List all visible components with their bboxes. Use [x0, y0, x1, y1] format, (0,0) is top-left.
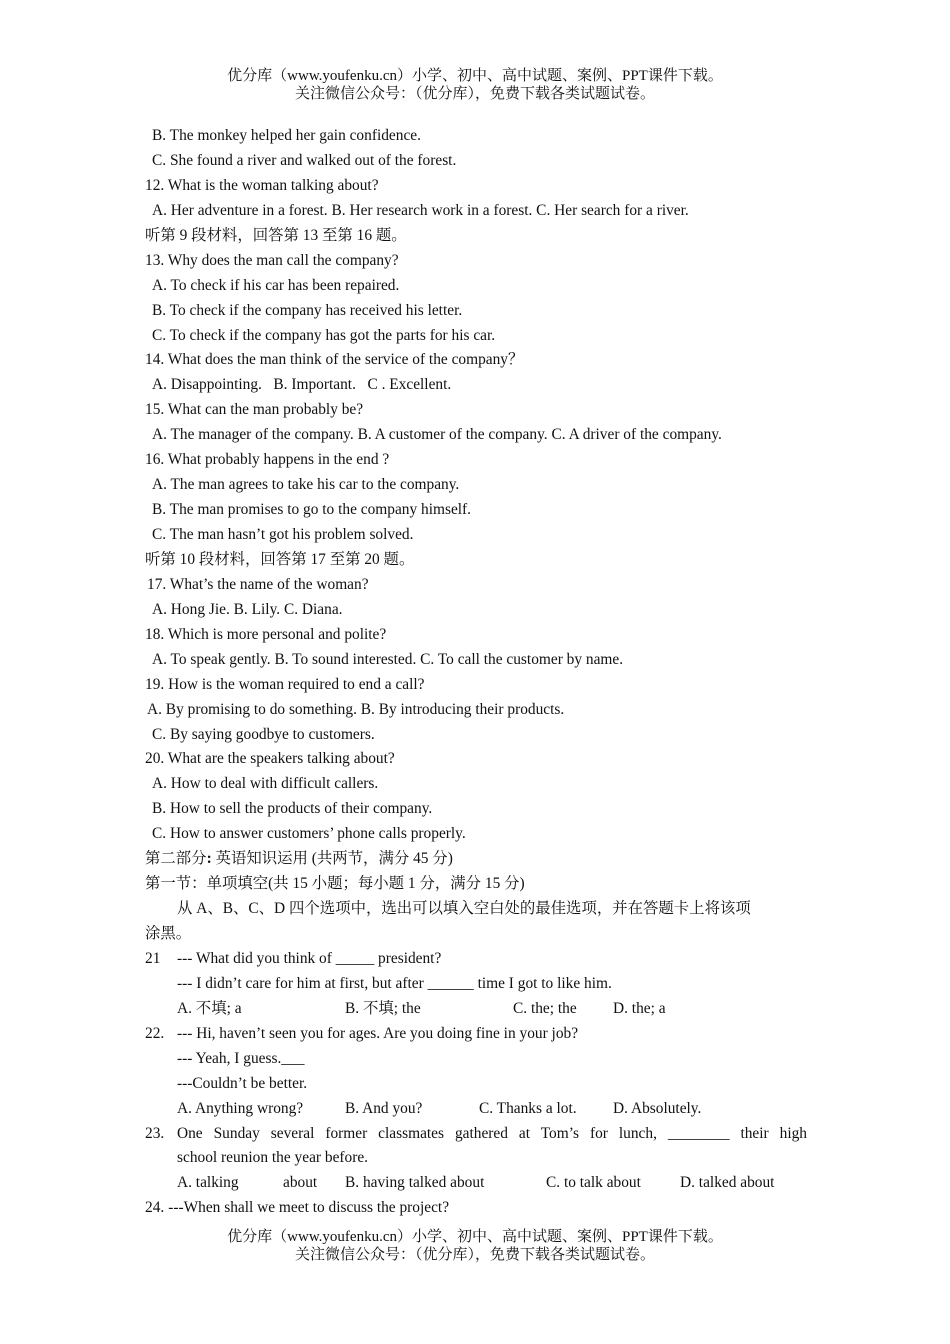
question-24	[145, 1196, 807, 1221]
question-19: 19. How is the woman required to end a call?	[145, 675, 425, 693]
option-line: C. The man hasn’t got his problem solved.	[152, 526, 414, 543]
part-two-label: 第二部分	[145, 850, 207, 868]
header-line-2: 关注微信公众号：（优分库），免费下载各类试题试卷。	[294, 86, 655, 102]
question-20: 20. What are the speakers talking about?	[145, 750, 395, 768]
question-14: 14. What does the man think of the service of the company？	[145, 351, 524, 369]
option-line: A. To check if his car has been repaired.	[152, 276, 400, 294]
option-a-part1: A. talking	[177, 1174, 239, 1192]
question-23	[145, 1122, 807, 1147]
option-a: A. 不填; a	[177, 999, 242, 1017]
option-c: C. Thanks a lot.	[479, 1099, 577, 1117]
options-row	[145, 1171, 807, 1196]
directions: 从 A、B、C、D 四个选项中，选出可以填入空白处的最佳选项，并在答题卡上将该项	[177, 900, 751, 918]
option-line: A. By promising to do something. B. By introducing their products.	[147, 700, 565, 718]
option-a: A. Anything wrong?	[177, 1099, 304, 1117]
header-line-1: 优分库（www.youfenku.cn）小学、初中、高中试题、案例、PPT课件下载。	[227, 68, 723, 84]
option-line: B. To check if the company has received his letter.	[152, 301, 463, 319]
option-line: B. How to sell the products of their company.	[152, 800, 433, 818]
page-footer	[0, 1228, 950, 1264]
part-two-heading	[145, 847, 807, 872]
footer-line-2: 关注微信公众号：（优分库），免费下载各类试题试卷。	[294, 1247, 655, 1263]
option-line: A. The man agrees to take his car to the company.	[152, 476, 460, 494]
question-15: 15. What can the man probably be?	[145, 401, 364, 419]
option-line: B. The man promises to go to the company himself.	[152, 501, 472, 519]
question-13: 13. Why does the man call the company?	[145, 251, 399, 269]
option-c: C. the; the	[513, 999, 577, 1017]
option-line: C. By saying goodbye to customers.	[152, 725, 375, 743]
question-stem: ---When shall we meet to discuss the project?	[168, 1199, 450, 1217]
question-stem-line: --- I didn’t care for him at first, but after ______ time I got to like him.	[177, 974, 612, 992]
option-line: B. The monkey helped her gain confidence.	[152, 127, 421, 144]
question-21	[145, 947, 807, 972]
directions-cont: 涂黑。	[145, 925, 192, 942]
question-stem: --- Hi, haven’t seen you for ages. Are you doing fine in your job?	[177, 1024, 579, 1042]
part-two-title: 英语知识运用 (共两节，满分 45 分)	[215, 850, 453, 868]
option-line: C. To check if the company has got the parts for his car.	[152, 326, 496, 344]
option-d: D. Absolutely.	[613, 1099, 702, 1117]
section-one-heading: 第一节：单项填空(共 15 小题；每小题 1 分，满分 15 分)	[145, 875, 525, 893]
question-17: 17. What’s the name of the woman?	[147, 575, 369, 593]
section-instruction: 听第 9 段材料，回答第 13 至第 16 题。	[145, 226, 407, 244]
option-b: B. having talked about	[345, 1174, 485, 1192]
document-body	[145, 124, 807, 1221]
options-row	[145, 1097, 807, 1122]
option-line: A. Disappointing. B. Important. C . Excellent.	[152, 376, 452, 394]
dialogue-line: ---Couldn’t be better.	[177, 1074, 308, 1092]
question-22	[145, 1022, 807, 1047]
option-line: A. To speak gently. B. To sound interested. C. To call the customer by name.	[152, 650, 624, 668]
question-18: 18. Which is more personal and polite?	[145, 625, 387, 643]
section-instruction: 听第 10 段材料，回答第 17 至第 20 题。	[145, 550, 415, 568]
option-b: B. And you?	[345, 1099, 423, 1117]
option-line: A. Her adventure in a forest. B. Her research work in a forest. C. Her search for a river.	[152, 201, 689, 219]
question-16: 16. What probably happens in the end ?	[145, 451, 390, 469]
question-number: 21	[145, 949, 161, 967]
option-line: A. The manager of the company. B. A customer of the company. C. A driver of the company.	[152, 426, 722, 444]
question-stem: --- What did you think of _____ president?	[177, 949, 442, 967]
dialogue-line: --- Yeah, I guess.___	[177, 1049, 305, 1067]
option-d: D. talked about	[680, 1174, 775, 1192]
page-header	[0, 67, 950, 103]
question-number: 23.	[145, 1124, 165, 1142]
footer-line-1: 优分库（www.youfenku.cn）小学、初中、高中试题、案例、PPT课件下载。	[227, 1229, 723, 1245]
part-two-colon: :	[206, 850, 216, 868]
option-line: A. How to deal with difficult callers.	[152, 775, 379, 793]
question-stem: One Sunday several former classmates gathered at Tom’s for lunch, ________ their high	[177, 1124, 807, 1142]
options-row	[145, 997, 807, 1022]
option-d: D. the; a	[613, 999, 666, 1017]
option-c: C. to talk about	[546, 1174, 641, 1192]
option-b: B. 不填; the	[345, 999, 421, 1017]
option-a-part2: about	[283, 1174, 318, 1192]
question-number: 24.	[145, 1199, 165, 1217]
option-line: C. How to answer customers’ phone calls properly.	[152, 825, 466, 843]
option-line: A. Hong Jie. B. Lily. C. Diana.	[152, 600, 343, 618]
question-number: 22.	[145, 1024, 165, 1042]
option-line: C. She found a river and walked out of the forest.	[152, 151, 457, 169]
question-stem-line: school reunion the year before.	[177, 1149, 369, 1167]
question-12: 12. What is the woman talking about?	[145, 176, 379, 194]
